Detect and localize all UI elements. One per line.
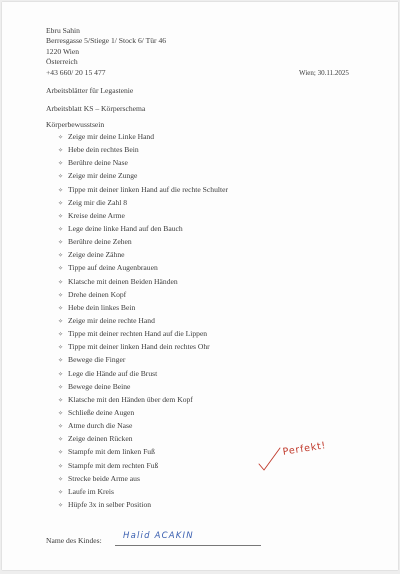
task-text: Bewege deine Beine (68, 381, 131, 391)
sparkle-bullet-icon: ✧ (58, 279, 64, 286)
task-text: Hüpfe 3x in selber Position (68, 499, 152, 509)
task-text: Stampfe mit dem linken Fuß (68, 447, 155, 457)
sparkle-bullet-icon: ✧ (58, 292, 64, 299)
sender-city: 1220 Wien (46, 46, 80, 56)
task-item (58, 275, 228, 288)
task-item (58, 301, 228, 314)
task-text: Lege die Hände auf die Brust (68, 368, 158, 378)
sparkle-bullet-icon: ✧ (58, 318, 64, 325)
task-item (58, 445, 228, 458)
worksheet-page (2, 2, 398, 570)
task-item (58, 498, 228, 511)
sparkle-bullet-icon: ✧ (58, 266, 64, 273)
sparkle-bullet-icon: ✧ (58, 135, 64, 141)
task-text: Zeige deine Zähne (68, 250, 125, 260)
task-item (58, 169, 228, 182)
sparkle-bullet-icon: ✧ (58, 489, 64, 496)
task-text: Schließe deine Augen (68, 407, 135, 417)
task-list (58, 130, 228, 511)
sender-address (46, 26, 166, 78)
child-name-handwritten: Halid ACAKIN (123, 531, 194, 541)
checkmark-icon (258, 446, 282, 472)
task-item (58, 353, 228, 366)
task-item (58, 380, 228, 393)
task-text: Berühre deine Zehen (68, 237, 132, 247)
task-item (58, 222, 228, 235)
task-item (58, 472, 228, 485)
task-item (58, 340, 228, 353)
task-item (58, 143, 228, 156)
worksheet-title: Arbeitsblätter für Legastenie (46, 86, 134, 95)
task-text: Tippe mit deiner rechten Hand auf die Lippen (68, 329, 208, 339)
task-text: Berühre deine Nase (68, 158, 128, 168)
task-item (58, 130, 228, 143)
sparkle-bullet-icon: ✧ (58, 226, 64, 233)
task-text: Zeig mir die Zahl 8 (68, 197, 128, 207)
sender-country: Österreich (46, 57, 78, 67)
sparkle-bullet-icon: ✧ (58, 174, 64, 181)
sparkle-bullet-icon: ✧ (58, 161, 64, 168)
sender-street: Berresgasse 5/Stiege 1/ Stock 6/ Tür 46 (46, 36, 167, 46)
task-text: Klatsche mit den Händen über dem Kopf (68, 394, 193, 404)
task-text: Hebe dein linkes Bein (68, 302, 136, 312)
task-item (58, 209, 228, 222)
task-text: Atme durch die Nase (68, 421, 133, 431)
task-text: Tippe mit deiner linken Hand auf die rechte Schulter (68, 184, 228, 194)
sparkle-bullet-icon: ✧ (58, 410, 64, 417)
task-item (58, 248, 228, 261)
task-item (58, 261, 228, 274)
section-heading: Körperbewusstsein (46, 120, 105, 129)
sparkle-bullet-icon: ✧ (58, 240, 64, 247)
task-text: Hebe dein rechtes Bein (68, 145, 139, 155)
name-signature-line (115, 545, 261, 546)
sparkle-bullet-icon: ✧ (58, 332, 64, 339)
sparkle-bullet-icon: ✧ (58, 358, 64, 365)
task-item (58, 327, 228, 340)
sparkle-bullet-icon: ✧ (58, 200, 64, 207)
sparkle-bullet-icon: ✧ (58, 384, 64, 391)
task-item (58, 235, 228, 248)
sparkle-bullet-icon: ✧ (58, 476, 64, 483)
task-item (58, 459, 228, 472)
task-item (58, 432, 228, 445)
task-text: Tippe mit deiner linken Hand dein rechtes Ohr (68, 342, 210, 352)
task-text: Klatsche mit deinen Beiden Händen (68, 276, 178, 286)
sparkle-bullet-icon: ✧ (58, 397, 64, 404)
task-text: Zeige mir deine Linke Hand (68, 132, 155, 141)
task-text: Drehe deinen Kopf (68, 289, 127, 299)
task-item (58, 485, 228, 498)
sparkle-bullet-icon: ✧ (58, 345, 64, 352)
task-text: Lege deine linke Hand auf den Bauch (68, 223, 183, 233)
sparkle-bullet-icon: ✧ (58, 187, 64, 194)
child-name-label: Name des Kindes: (46, 536, 102, 545)
task-item (58, 314, 228, 327)
task-item (58, 367, 228, 380)
sparkle-bullet-icon: ✧ (58, 253, 64, 260)
sparkle-bullet-icon: ✧ (58, 463, 64, 470)
sparkle-bullet-icon: ✧ (58, 450, 64, 457)
task-text: Kreise deine Arme (68, 210, 125, 220)
task-text: Zeige deinen Rücken (68, 434, 133, 444)
sparkle-bullet-icon: ✧ (58, 502, 64, 509)
task-item (58, 183, 228, 196)
task-item (58, 419, 228, 432)
sparkle-bullet-icon: ✧ (58, 213, 64, 220)
task-item (58, 393, 228, 406)
sparkle-bullet-icon: ✧ (58, 148, 64, 155)
task-item (58, 288, 228, 301)
sender-name: Ebru Sahin (46, 26, 80, 35)
task-text: Laufe im Kreis (68, 486, 114, 496)
sparkle-bullet-icon: ✧ (58, 305, 64, 312)
task-text: Zeige mir deine rechte Hand (68, 315, 155, 325)
task-text: Bewege die Finger (68, 355, 126, 365)
sparkle-bullet-icon: ✧ (58, 371, 64, 378)
document-date: Wien; 30.11.2025 (299, 69, 349, 77)
teacher-comment: Perfekt! (282, 440, 327, 458)
task-item (58, 406, 228, 419)
sender-phone: +43 660/ 20 15 477 (46, 67, 106, 77)
sparkle-bullet-icon: ✧ (58, 437, 64, 444)
task-text: Tippe auf deine Augenbrauen (68, 263, 158, 273)
task-text: Zeige mir deine Zunge (68, 171, 138, 181)
worksheet-subtitle: Arbeitsblatt KS – Körperschema (46, 104, 146, 113)
task-text: Strecke beide Arme aus (68, 473, 140, 483)
task-item (58, 196, 228, 209)
sparkle-bullet-icon: ✧ (58, 424, 64, 431)
task-item (58, 156, 228, 169)
task-text: Stampfe mit dem rechten Fuß (68, 460, 159, 470)
